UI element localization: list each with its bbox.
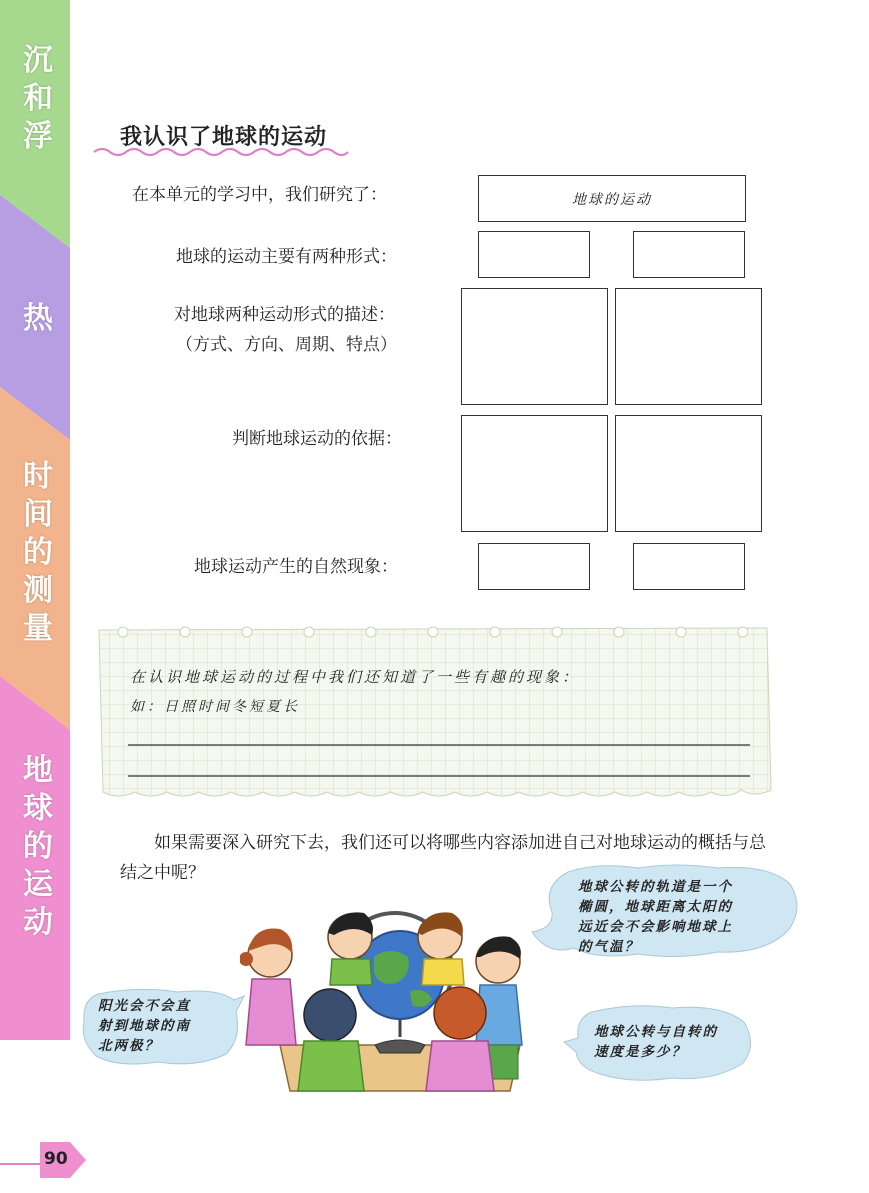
tab-chen-he-fu[interactable] — [18, 42, 58, 156]
tab-char: 时 — [23, 459, 53, 494]
answer-box-form-1[interactable] — [478, 231, 590, 278]
tab-char: 沉 — [23, 43, 53, 78]
question-description: 对地球两种运动形式的描述： — [174, 305, 395, 325]
tab-char: 热 — [23, 301, 53, 336]
bubble-line: 速度是多少？ — [594, 1044, 687, 1060]
bubble-sunlight-text — [98, 996, 191, 1056]
tab-char: 量 — [23, 611, 53, 646]
note-intro: 在认识地球运动的过程中我们还知道了一些有趣的现象： — [130, 668, 581, 686]
answer-box-phenomena-1[interactable] — [478, 543, 590, 590]
tab-char: 的 — [23, 535, 53, 570]
tab-char: 和 — [23, 81, 53, 116]
answer-box-studied[interactable] — [478, 175, 746, 222]
chapter-sidebar — [0, 0, 70, 1193]
discussion-paragraph: 如果需要深入研究下去，我们还可以将哪些内容添加进自己对地球运动的概括与总结之中呢？ — [120, 833, 766, 883]
answer-box-evidence-1[interactable] — [461, 415, 608, 532]
answer-box-form-2[interactable] — [633, 231, 745, 278]
tab-shi-jian-de-ce-liang[interactable] — [18, 458, 58, 648]
bubble-speed-text — [594, 1022, 718, 1062]
tab-char: 的 — [23, 829, 53, 864]
bubble-line: 北两极？ — [98, 1038, 160, 1054]
bubble-line: 椭圆，地球距离太阳的 — [578, 899, 733, 915]
wavy-underline — [92, 144, 352, 158]
bubble-orbit-text — [578, 877, 733, 957]
question-evidence: 判断地球运动的依据： — [232, 429, 402, 449]
bubble-line: 地球公转与自转的 — [594, 1024, 718, 1040]
bubble-line: 远近会不会影响地球上 — [578, 919, 733, 935]
kids-globe-illustration — [240, 895, 540, 1095]
tab-char: 地 — [23, 753, 53, 788]
bubble-line: 的气温？ — [578, 939, 640, 955]
answer-box-description-1[interactable] — [461, 288, 608, 405]
note-example: 如：日照时间冬短夏长 — [130, 699, 300, 715]
answer-text-studied: 地球的运动 — [572, 191, 652, 208]
tab-char: 动 — [23, 905, 53, 940]
tab-char: 测 — [23, 573, 53, 608]
answer-box-evidence-2[interactable] — [615, 415, 762, 532]
bubble-line: 阳光会不会直 — [98, 998, 191, 1014]
answer-box-description-2[interactable] — [615, 288, 762, 405]
tab-di-qiu-de-yun-dong[interactable] — [18, 752, 58, 942]
tab-char: 间 — [23, 497, 53, 532]
question-phenomena: 地球运动产生的自然现象： — [194, 557, 398, 577]
tab-re[interactable] — [18, 300, 58, 338]
bubble-line: 地球公转的轨道是一个 — [578, 879, 733, 895]
question-description-hint: （方式、方向、周期、特点） — [176, 335, 397, 355]
question-two-forms: 地球的运动主要有两种形式： — [176, 247, 397, 267]
bubble-line: 射到地球的南 — [98, 1018, 191, 1034]
answer-box-phenomena-2[interactable] — [633, 543, 745, 590]
question-studied: 在本单元的学习中，我们研究了： — [132, 185, 387, 205]
tab-char: 运 — [23, 867, 53, 902]
section-title: 我认识了地球的运动 — [120, 125, 328, 150]
tab-char: 球 — [23, 791, 53, 826]
page-number: 90 — [44, 1149, 68, 1169]
tab-char: 浮 — [23, 119, 53, 154]
